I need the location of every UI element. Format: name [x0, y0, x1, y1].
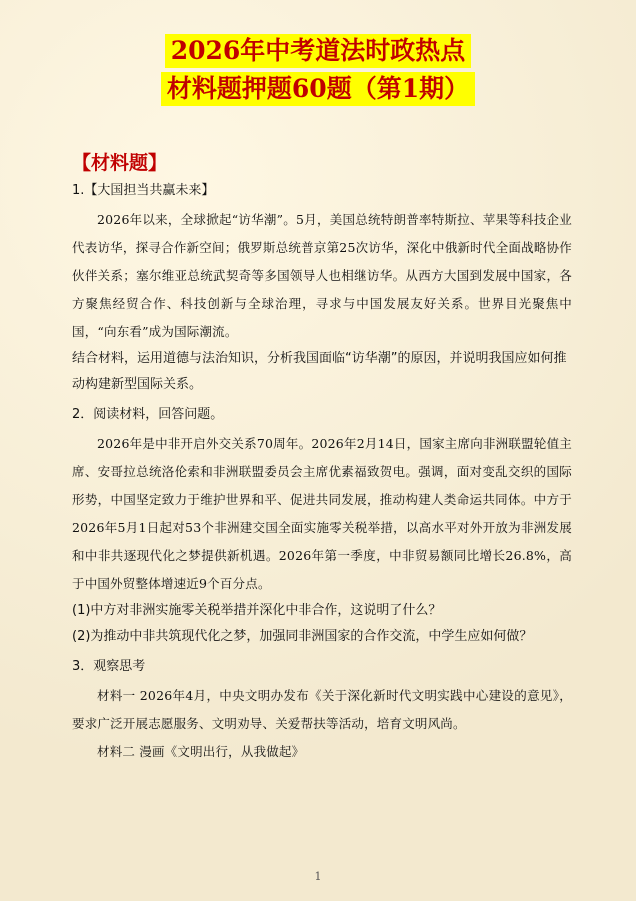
question-1-heading: 1.【大国担当共赢未来】	[72, 183, 215, 198]
question-1-prompt: 结合材料，运用道德与法治知识，分析我国面临“访华潮”的原因，并说明我国应如何推动构建新型国际关系。	[72, 351, 567, 392]
question-3-material-2: 材料二 漫画《文明出行，从我做起》	[97, 744, 305, 759]
question-2-material: 2026年是中非开启外交关系70周年。2026年2月14日，国家主席向非洲联盟轮值主席、安哥拉总统洛伦索和非洲联盟委员会主席优素福致贺电。强调，面对变乱交织的国际形势，中国坚定致力于维护世界和平、促进共同发展，推动构建人类命运共同体。中方于2026年5月1日起对53个非洲建交国全面实施零关税举措，以高水平对外开放为非洲发展和中非共逐现代化之梦提供新机遇。2026年第一季度，中非贸易额同比增长26.8%，高于中国外贸整体增速近9个百分点。	[72, 436, 572, 591]
question-3-heading: 3．观察思考	[72, 659, 146, 674]
question-2-sub-1: (1)中方对非洲实施零关税举措并深化中非合作，这说明了什么？	[72, 603, 442, 618]
title-line-1: 2026年中考道法时政热点	[165, 34, 472, 68]
section-heading: 【材料题】	[72, 152, 168, 174]
title-block	[0, 34, 636, 106]
question-3-material-1: 材料一 2026年4月，中央文明办发布《关于深化新时代文明实践中心建设的意见》，要求广泛开展志愿服务、文明劝导、关爱帮扶等活动，培育文明风尚。	[72, 688, 572, 731]
question-2-heading: 2．阅读材料，回答问题。	[72, 407, 224, 422]
questions-content	[72, 180, 572, 766]
question-1-material: 2026年以来，全球掀起“访华潮”。5月，美国总统特朗普率特斯拉、苹果等科技企业代表访华，探寻合作新空间；俄罗斯总统普京第25次访华，深化中俄新时代全面战略协作伙伴关系；塞尔维亚总统武契奇等多国领导人也相继访华。从西方大国到发展中国家，各方聚焦经贸合作、科技创新与全球治理，寻求与中国发展友好关系。世界目光聚焦中国，“向东看”成为国际潮流。	[72, 212, 572, 339]
page-number: 1	[314, 870, 322, 883]
title-line-2: 材料题押题60题（第1期）	[161, 72, 475, 106]
question-2-sub-2: (2)为推动中非共筑现代化之梦，加强同非洲国家的合作交流，中学生应如何做？	[72, 629, 533, 644]
